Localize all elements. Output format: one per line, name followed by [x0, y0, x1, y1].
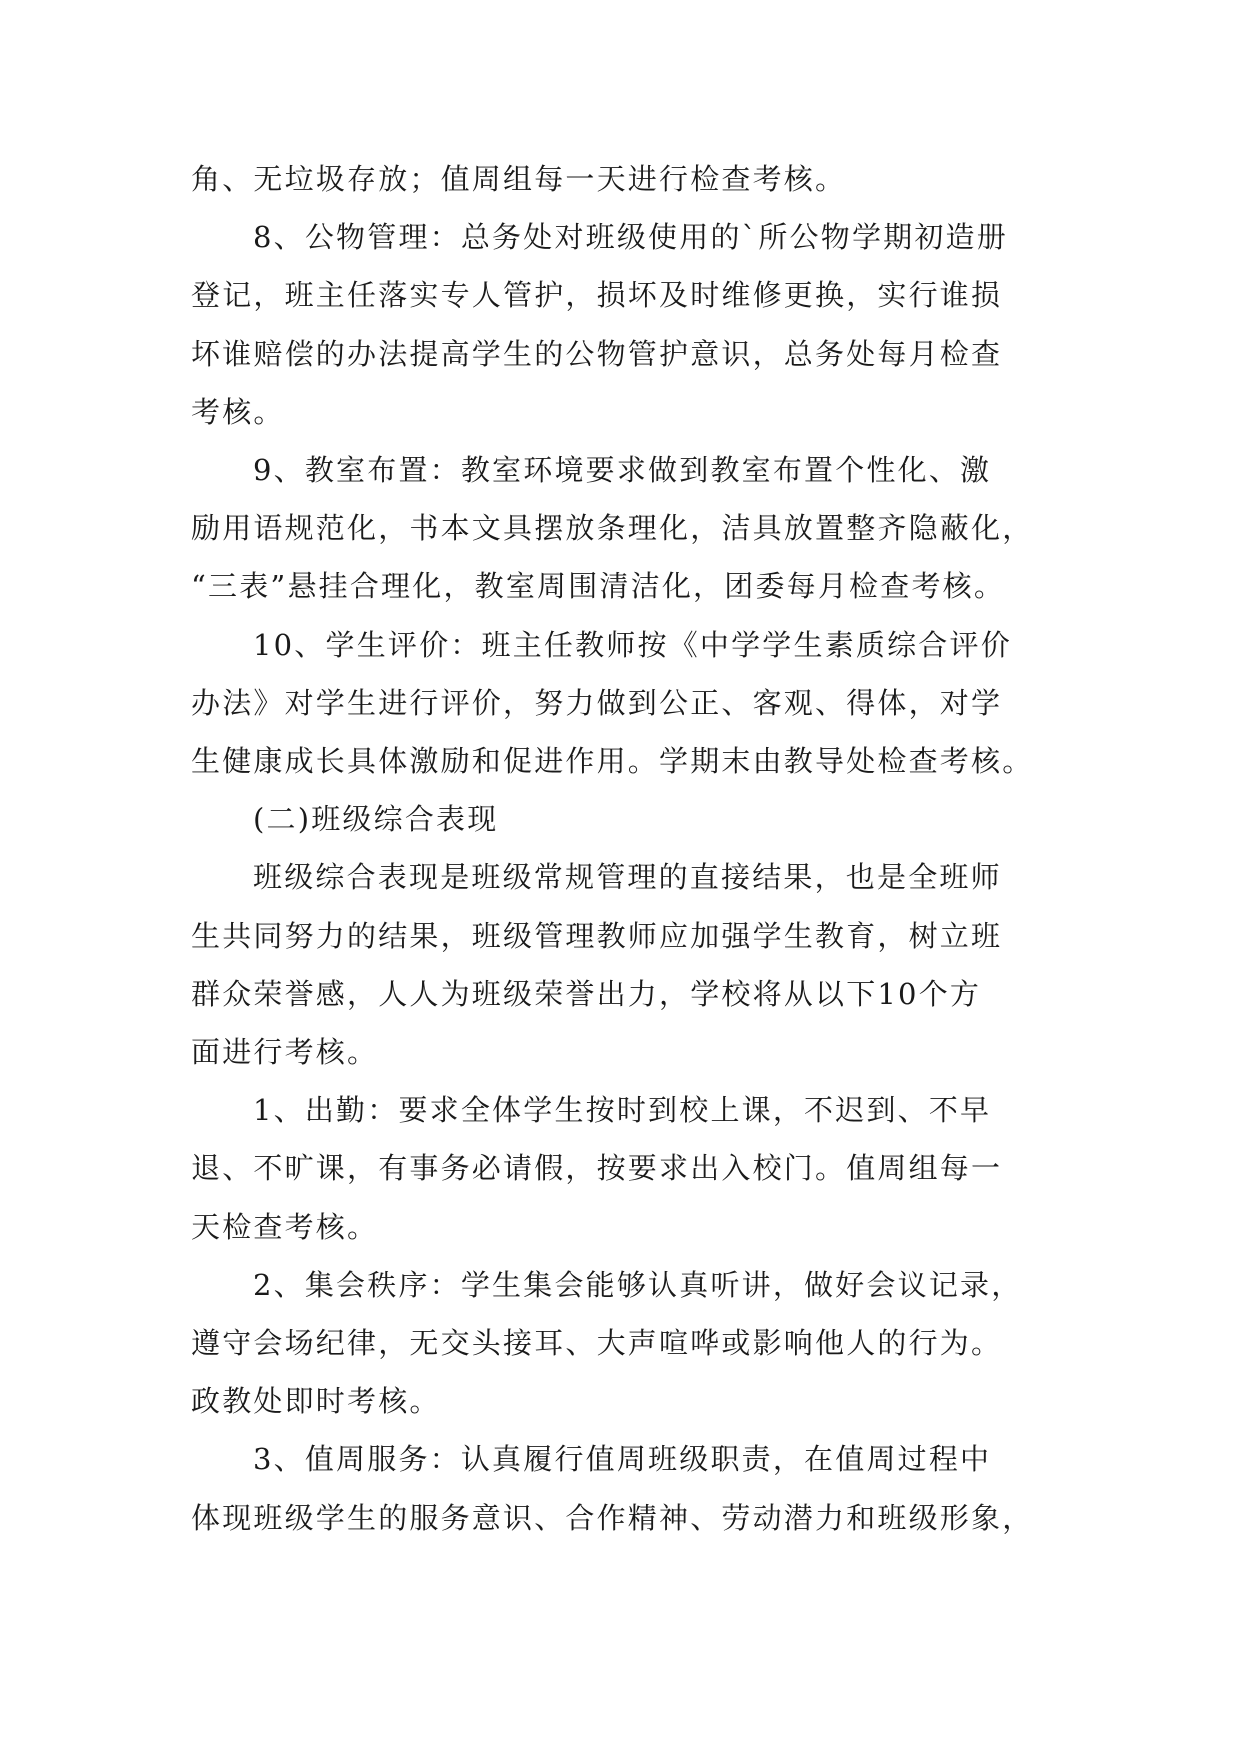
- text-line: 登记，班主任落实专人管护，损坏及时维修更换，实行谁损: [191, 278, 1003, 313]
- text-line: “三表”悬挂合理化，教室周围清洁化，团委每月检查考核。: [191, 569, 1006, 604]
- text-line: 政教处即时考核。: [191, 1384, 441, 1419]
- text-line: 1、出勤：要求全体学生按时到校上课，不迟到、不早: [253, 1093, 992, 1128]
- paragraph-attendance: [191, 1081, 1061, 1256]
- text-line: 2、集会秩序：学生集会能够认真听讲，做好会议记录，: [253, 1267, 1023, 1302]
- text-line: 8、公物管理：总务处对班级使用的`所公物学期初造册: [253, 220, 1008, 255]
- text-line: 10、学生评价：班主任教师按《中学学生素质综合评价: [253, 627, 1012, 662]
- paragraph-classroom-layout: [191, 441, 1061, 616]
- text-line: 3、值周服务：认真履行值周班级职责，在值周过程中: [253, 1442, 992, 1477]
- text-line: 班级综合表现是班级常规管理的直接结果，也是全班师: [253, 860, 1002, 895]
- paragraph-assembly-order: [191, 1256, 1061, 1431]
- text-line: 考核。: [191, 394, 285, 429]
- paragraph-weekly-duty: [191, 1430, 1061, 1546]
- text-line: 退、不旷课，有事务必请假，按要求出入校门。值周组每一: [191, 1151, 1003, 1186]
- paragraph-public-property: [191, 208, 1061, 441]
- document-body: [191, 150, 1061, 1547]
- paragraph-sanitation-continued: [191, 150, 1061, 208]
- paragraph-student-evaluation: [191, 616, 1061, 791]
- text-line: 体现班级学生的服务意识、合作精神、劳动潜力和班级形象，: [191, 1500, 1034, 1535]
- text-line: 面进行考核。: [191, 1035, 379, 1070]
- text-line: 生共同努力的结果，班级管理教师应加强学生教育，树立班: [191, 918, 1003, 953]
- text-line: 9、教室布置：教室环境要求做到教室布置个性化、激: [253, 453, 992, 488]
- text-line: 坏谁赔偿的办法提高学生的公物管护意识，总务处每月检查: [191, 336, 1003, 371]
- text-line: 生健康成长具体激励和促进作用。学期末由教导处检查考核。: [191, 744, 1034, 779]
- text-line: 天检查考核。: [191, 1209, 379, 1244]
- text-line: 办法》对学生进行评价，努力做到公正、客观、得体，对学: [191, 685, 1003, 720]
- paragraph-class-performance-intro: [191, 848, 1061, 1081]
- section-heading-class-performance: [191, 790, 1061, 848]
- text-line: 励用语规范化，书本文具摆放条理化，洁具放置整齐隐蔽化，: [191, 511, 1034, 546]
- section-heading: (二)班级综合表现: [253, 802, 499, 837]
- text-line: 遵守会场纪律，无交头接耳、大声喧哗或影响他人的行为。: [191, 1326, 1003, 1361]
- text-line: 角、无垃圾存放；值周组每一天进行检查考核。: [191, 162, 847, 196]
- text-line: 群众荣誉感，人人为班级荣誉出力，学校将从以下10个方: [191, 976, 982, 1011]
